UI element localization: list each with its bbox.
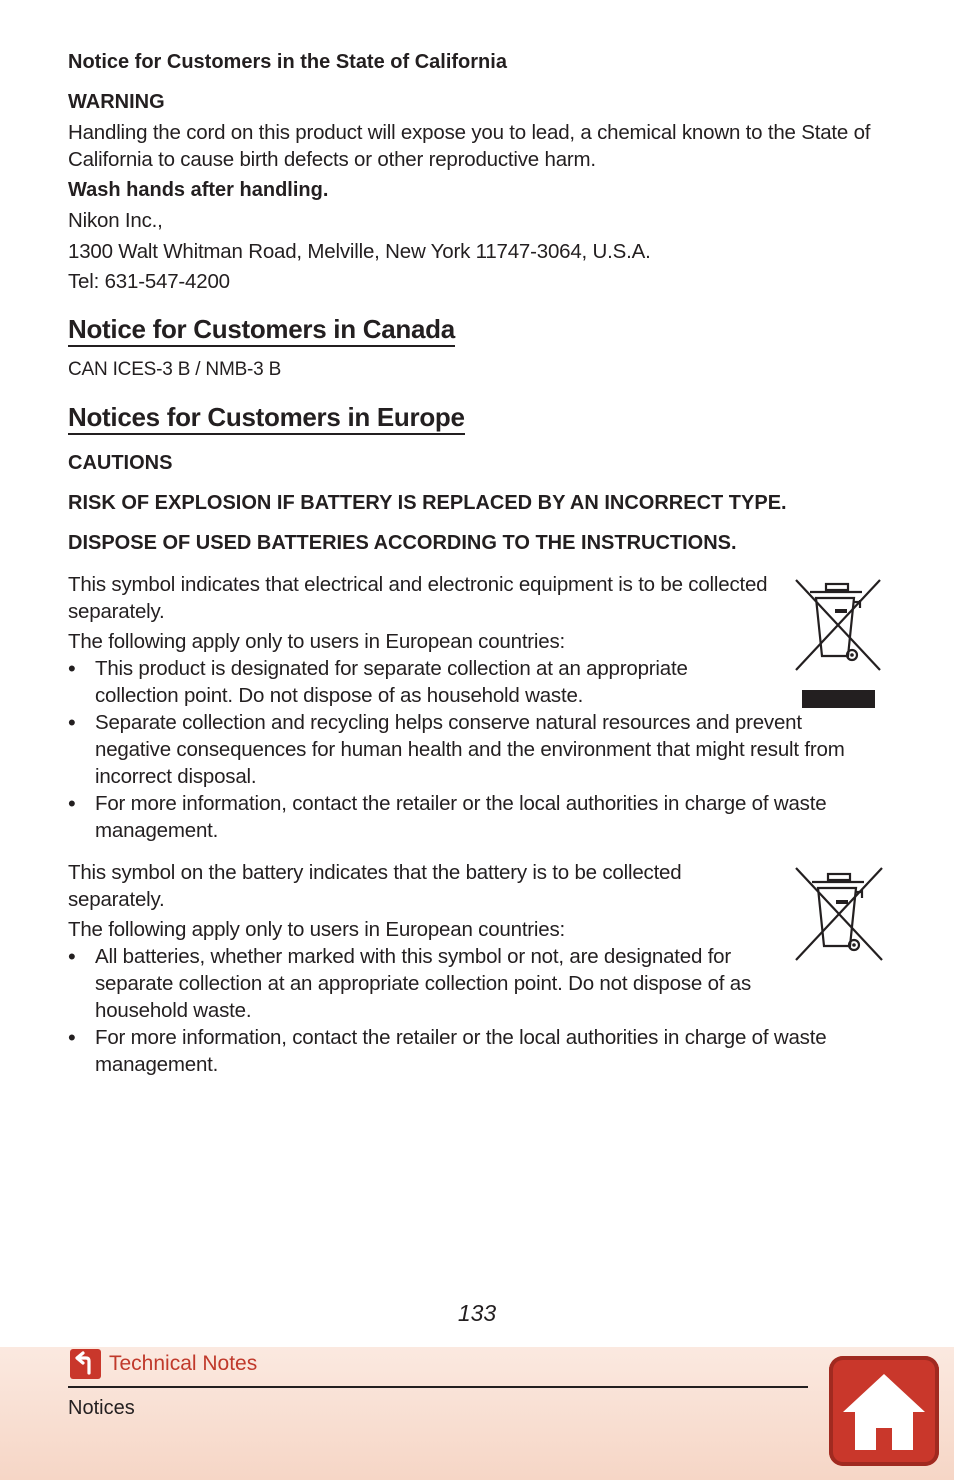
company-tel: Tel: 631-547-4200 xyxy=(68,270,230,293)
home-button[interactable] xyxy=(829,1356,939,1466)
weee-intro: This symbol indicates that electrical and electronic equipment is to be collected separately. xyxy=(68,573,768,623)
caution-dispose: DISPOSE OF USED BATTERIES ACCORDING TO THE INSTRUCTIONS. xyxy=(68,532,737,554)
technical-notes-link[interactable] xyxy=(70,1349,257,1379)
page-number: 133 xyxy=(457,1300,497,1326)
wash-hands-text: Wash hands after handling. xyxy=(68,179,329,201)
list-item: • For more information, contact the retailer or the local authorities in charge of waste management. xyxy=(68,790,883,844)
crossed-out-wheeled-bin-icon xyxy=(792,578,886,710)
cautions-label: CAUTIONS xyxy=(68,452,173,474)
battery-bullet-list xyxy=(68,943,883,1078)
breadcrumb: Notices xyxy=(68,1397,135,1419)
weee-bullet-list xyxy=(68,655,883,844)
canada-heading: Notice for Customers in Canada xyxy=(68,313,455,347)
weee-apply: The following apply only to users in European countries: xyxy=(68,630,566,653)
back-arrow-icon xyxy=(70,1349,101,1379)
caution-explosion: RISK OF EXPLOSION IF BATTERY IS REPLACED BY AN INCORRECT TYPE. xyxy=(68,492,787,514)
warning-text: Handling the cord on this product will expose you to lead, a chemical known to the State of California to cause birth defects or other reproductive harm. xyxy=(68,121,871,171)
list-item: • This product is designated for separate collection at an appropriate collection point. Do not dispose of as household waste. xyxy=(68,655,775,709)
list-item: • Separate collection and recycling helps conserve natural resources and prevent negative consequences for human health and the environment that might result from incorrect disposal. xyxy=(68,709,883,790)
home-icon xyxy=(829,1356,939,1466)
company-name: Nikon Inc., xyxy=(68,209,163,232)
warning-label: WARNING xyxy=(68,91,165,113)
list-item: • For more information, contact the retailer or the local authorities in charge of waste management. xyxy=(68,1024,883,1078)
california-heading: Notice for Customers in the State of California xyxy=(68,51,507,73)
footer-divider xyxy=(68,1386,808,1388)
canada-text: CAN ICES-3 B / NMB-3 B xyxy=(68,359,282,380)
crossed-out-wheeled-bin-icon xyxy=(792,866,886,964)
battery-apply: The following apply only to users in European countries: xyxy=(68,918,566,941)
list-item: • All batteries, whether marked with this symbol or not, are designated for separate collection at an appropriate collection point. Do not dispose of as household waste. xyxy=(68,943,775,1024)
technical-notes-label[interactable]: Technical Notes xyxy=(109,1352,258,1375)
battery-intro: This symbol on the battery indicates that the battery is to be collected separately. xyxy=(68,861,682,911)
company-address: 1300 Walt Whitman Road, Melville, New York 11747-3064, U.S.A. xyxy=(68,240,651,263)
europe-heading: Notices for Customers in Europe xyxy=(68,401,465,435)
